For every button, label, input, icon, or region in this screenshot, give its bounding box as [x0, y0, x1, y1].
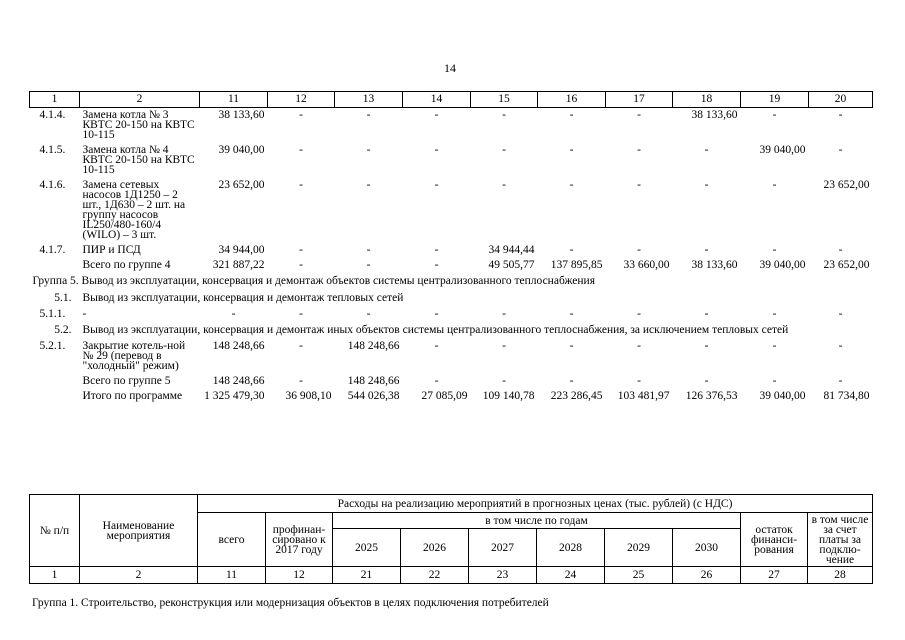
- value-cell: 34 944,44: [488, 244, 535, 256]
- subgroup-title: Вывод из эксплуатации, консервация и демонтаж иных объектов системы централизованного теплоснабжения, за исключением тепловых сетей: [82, 324, 789, 336]
- col-number-cell: 28: [808, 567, 873, 584]
- item-name: ПИР и ПСД: [82, 244, 141, 256]
- value-cell: -: [637, 375, 641, 387]
- value-cell: -: [637, 179, 641, 191]
- value-cell: 49 505,77: [488, 259, 535, 271]
- value-cell: -: [299, 259, 303, 271]
- item-name: Всего по группе 4: [82, 259, 171, 271]
- col-number-cell: 15: [471, 92, 538, 108]
- value-cell: 38 133,60: [218, 109, 265, 121]
- expenses-table-header: [29, 494, 873, 584]
- item-number: 4.1.4.: [39, 109, 66, 121]
- item-name: Замена котла № 3 КВТС 20-150 на КВТС 10-115: [82, 109, 195, 141]
- subgroup-row: [30, 290, 873, 307]
- item-number: 5.2.1.: [39, 340, 66, 352]
- col-number-cell: 2: [80, 567, 198, 584]
- value-cell: -: [637, 340, 641, 352]
- value-cell: -: [299, 109, 303, 121]
- value-cell: -: [434, 244, 439, 256]
- value-cell: 223 286,45: [550, 390, 603, 402]
- value-cell: -: [502, 340, 506, 352]
- col-number-cell: 12: [266, 567, 333, 584]
- col-number-cell: 27: [741, 567, 808, 584]
- column-numbers-row: [30, 567, 873, 584]
- value-cell: -: [299, 308, 303, 320]
- year-header: 2030: [673, 529, 741, 567]
- col-number-header: № п/п: [30, 495, 80, 567]
- value-cell: -: [502, 144, 506, 156]
- remaining-header: остаток финанси-рования: [741, 513, 808, 567]
- value-cell: -: [569, 308, 574, 320]
- value-cell: -: [434, 144, 439, 156]
- value-cell: 23 652,00: [218, 179, 265, 191]
- col-number-cell: 22: [401, 567, 469, 584]
- col-number-cell: 24: [537, 567, 605, 584]
- value-cell: -: [299, 244, 303, 256]
- total-header: всего: [198, 513, 266, 567]
- value-cell: 148 248,66: [212, 375, 265, 387]
- value-cell: 103 481,97: [617, 390, 670, 402]
- value-cell: 27 085,09: [421, 390, 468, 402]
- year-header: 2027: [469, 529, 537, 567]
- col-number-cell: 2: [80, 92, 200, 108]
- value-cell: -: [434, 375, 439, 387]
- value-cell: -: [772, 340, 777, 352]
- prefinanced-header: профинан-сировано к 2017 году: [266, 513, 333, 567]
- col-number-cell: 26: [673, 567, 741, 584]
- value-cell: -: [231, 308, 236, 320]
- page-number: 14: [444, 61, 456, 75]
- value-cell: -: [838, 244, 843, 256]
- table-row: [30, 243, 873, 258]
- value-cell: -: [772, 308, 777, 320]
- col-number-cell: 21: [333, 567, 401, 584]
- value-cell: -: [502, 375, 506, 387]
- item-name: Итого по программе: [82, 390, 183, 402]
- col-number-cell: 23: [469, 567, 537, 584]
- value-cell: 38 133,60: [691, 259, 738, 271]
- value-cell: -: [366, 144, 371, 156]
- connection-header: в том числе за счет платы за подклю-чение: [808, 513, 873, 567]
- value-cell: -: [704, 308, 709, 320]
- value-cell: -: [569, 375, 574, 387]
- value-cell: 321 887,22: [212, 259, 265, 271]
- value-cell: 23 652,00: [823, 259, 870, 271]
- value-cell: -: [434, 109, 439, 121]
- value-cell: -: [704, 244, 709, 256]
- col-number-cell: 1: [30, 567, 80, 584]
- value-cell: -: [772, 109, 777, 121]
- table-row: [30, 374, 873, 389]
- value-cell: -: [772, 375, 777, 387]
- value-cell: 1 325 479,30: [204, 390, 265, 402]
- value-cell: -: [569, 340, 574, 352]
- value-cell: -: [838, 308, 843, 320]
- value-cell: -: [434, 308, 439, 320]
- value-cell: -: [838, 340, 843, 352]
- table-row: [30, 108, 873, 144]
- value-cell: -: [637, 144, 641, 156]
- program-table-continuation: [29, 91, 873, 404]
- item-name: Всего по группе 5: [82, 375, 171, 387]
- value-cell: -: [772, 179, 777, 191]
- value-cell: -: [366, 179, 371, 191]
- item-number: [30, 374, 80, 389]
- item-number: 5.1.1.: [39, 308, 66, 320]
- col-number-cell: 11: [198, 567, 266, 584]
- value-cell: -: [569, 109, 574, 121]
- value-cell: 39 040,00: [759, 390, 806, 402]
- col-number-cell: 19: [741, 92, 809, 108]
- value-cell: -: [704, 144, 709, 156]
- value-cell: 38 133,60: [691, 109, 738, 121]
- col-number-cell: 17: [606, 92, 673, 108]
- value-cell: -: [366, 259, 371, 271]
- value-cell: -: [772, 244, 777, 256]
- col-number-cell: 1: [30, 92, 80, 108]
- value-cell: -: [366, 308, 371, 320]
- item-name: Замена сетевых насосов 1Д1250 – 2 шт., 1Д630 – 2 шт. на группу насосов IL250/480-160/4 (WILO) – 3 шт.: [82, 179, 186, 241]
- value-cell: -: [366, 109, 371, 121]
- value-cell: -: [838, 144, 843, 156]
- year-header: 2029: [605, 529, 673, 567]
- value-cell: 39 040,00: [759, 259, 806, 271]
- value-cell: 36 908,10: [285, 390, 332, 402]
- item-name: Закрытие котель-ной № 29 (перевод в "холодный" режим): [82, 340, 186, 372]
- value-cell: -: [434, 179, 439, 191]
- subgroup-row: [30, 322, 873, 339]
- value-cell: -: [299, 144, 303, 156]
- value-cell: 126 376,53: [685, 390, 738, 402]
- col-number-cell: 14: [403, 92, 471, 108]
- col-number-cell: 11: [200, 92, 268, 108]
- value-cell: -: [299, 340, 303, 352]
- value-cell: -: [637, 308, 641, 320]
- value-cell: 109 140,78: [482, 390, 535, 402]
- value-cell: -: [704, 340, 709, 352]
- item-number: 4.1.6.: [39, 179, 66, 191]
- item-number: 4.1.7.: [39, 244, 66, 256]
- item-number: 5.2.: [54, 324, 72, 336]
- col-number-cell: 12: [268, 92, 335, 108]
- value-cell: -: [838, 109, 843, 121]
- value-cell: 148 248,66: [347, 340, 400, 352]
- subgroup-title: Вывод из эксплуатации, консервация и демонтаж тепловых сетей: [82, 292, 404, 304]
- table-row: [30, 258, 873, 273]
- col-name-header: Наименование мероприятия: [80, 495, 198, 567]
- value-cell: -: [502, 308, 506, 320]
- item-name: -: [82, 308, 87, 320]
- table-row: [30, 339, 873, 374]
- col-number-cell: 25: [605, 567, 673, 584]
- value-cell: -: [704, 179, 709, 191]
- value-cell: -: [637, 244, 641, 256]
- value-cell: -: [838, 375, 843, 387]
- table-row: [30, 143, 873, 178]
- group-1-title: Группа 1. Строительство, реконструкция или модернизация объектов в целях подключения потребителей: [32, 597, 549, 609]
- col-number-cell: 18: [673, 92, 741, 108]
- value-cell: 148 248,66: [212, 340, 265, 352]
- value-cell: -: [299, 375, 303, 387]
- value-cell: -: [569, 244, 574, 256]
- value-cell: -: [502, 179, 506, 191]
- value-cell: 148 248,66: [347, 375, 400, 387]
- value-cell: -: [366, 244, 371, 256]
- year-header: 2026: [401, 529, 469, 567]
- item-name: Замена котла № 4 КВТС 20-150 на КВТС 10-115: [82, 144, 195, 176]
- value-cell: -: [434, 340, 439, 352]
- year-header: 2028: [537, 529, 605, 567]
- table-row: [30, 389, 873, 404]
- group-row: [30, 273, 873, 290]
- group-title: Группа 5. Вывод из эксплуатации, консервация и демонтаж объектов системы централизованного теплоснабжения: [32, 275, 596, 287]
- value-cell: 544 026,38: [347, 390, 400, 402]
- item-number: [30, 389, 80, 404]
- col-number-cell: 20: [809, 92, 873, 108]
- value-cell: -: [299, 179, 303, 191]
- expenses-header: Расходы на реализацию мероприятий в прогнозных ценах (тыс. рублей) (с НДС): [198, 495, 873, 513]
- col-number-cell: 13: [335, 92, 403, 108]
- table-row: [30, 307, 873, 322]
- column-numbers-row: [30, 92, 873, 108]
- value-cell: -: [502, 109, 506, 121]
- value-cell: 39 040,00: [759, 144, 806, 156]
- col-number-cell: 16: [538, 92, 606, 108]
- value-cell: -: [704, 375, 709, 387]
- value-cell: 81 734,80: [823, 390, 870, 402]
- year-header: 2025: [333, 529, 401, 567]
- table-row: [30, 178, 873, 243]
- by-years-header: в том числе по годам: [333, 513, 741, 529]
- value-cell: 137 895,85: [550, 259, 603, 271]
- item-number: 5.1.: [54, 292, 72, 304]
- value-cell: -: [434, 259, 439, 271]
- item-number: 4.1.5.: [39, 144, 66, 156]
- value-cell: -: [569, 144, 574, 156]
- value-cell: 39 040,00: [218, 144, 265, 156]
- value-cell: -: [569, 179, 574, 191]
- value-cell: 34 944,00: [218, 244, 265, 256]
- value-cell: 23 652,00: [823, 179, 870, 191]
- value-cell: 33 660,00: [623, 259, 670, 271]
- value-cell: -: [637, 109, 641, 121]
- item-number: [30, 258, 80, 273]
